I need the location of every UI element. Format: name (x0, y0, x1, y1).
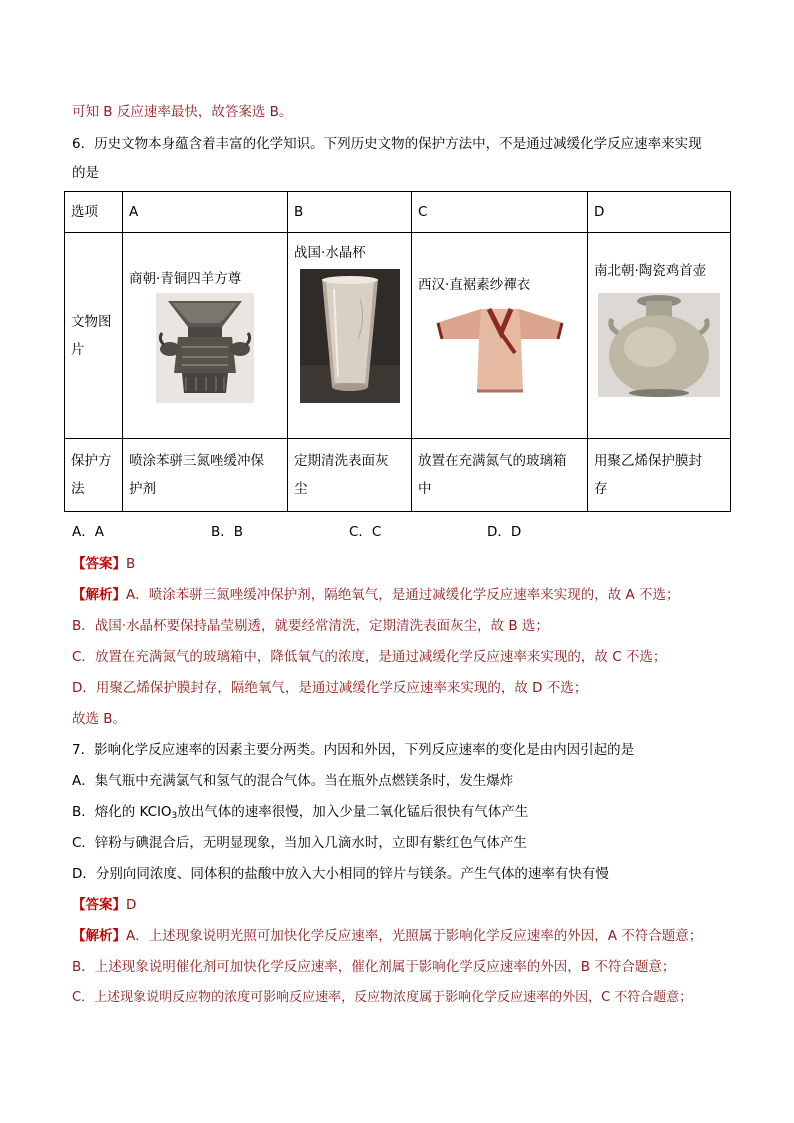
row-label-line: 保护方 (71, 453, 112, 469)
option-b-subscript: 3 (171, 811, 178, 821)
relic-cell-b (288, 233, 412, 439)
method-line: 定期清洗表面灰 (294, 453, 389, 469)
method-line: 用聚乙烯保护膜封 (594, 453, 702, 469)
table-row (65, 439, 731, 512)
method-line: 中 (418, 481, 432, 497)
q6-analysis-d: D．用聚乙烯保护膜封存，隔绝氧气，是通过减缓化学反应速率来实现的，故 D 不选； (72, 680, 588, 696)
silk-robe-image (435, 299, 565, 395)
row-label-line: 片 (71, 341, 85, 358)
answer-value: D (126, 897, 137, 913)
analysis-label: 【解析】 (72, 587, 126, 603)
q7-option-c: C．锌粉与碘混合后，无明显现象，当加入几滴水时，立即有紫红色气体产生 (72, 835, 527, 851)
row-label-line: 文物图 (71, 313, 112, 330)
relic-caption: 战国·水晶杯 (294, 245, 366, 261)
method-line: 护剂 (129, 481, 156, 497)
answer-value: B (126, 556, 136, 572)
header-cell: B (288, 192, 412, 233)
method-line: 喷涂苯骈三氮唑缓冲保 (129, 453, 264, 469)
row-label-method (65, 439, 123, 512)
header-cell: 选项 (65, 192, 123, 233)
analysis-text: A．喷涂苯骈三氮唑缓冲保护剂，隔绝氧气，是通过减缓化学反应速率来实现的，故 A 不选； (126, 587, 680, 603)
q7-option-d: D．分别向同浓度、同体积的盐酸中放入大小相同的锌片与镁条。产生气体的速率有快有慢 (72, 866, 609, 882)
q7-analysis-c: C．上述现象说明反应物的浓度可影响反应速率，反应物浓度属于影响化学反应速率的外因，C 不符合题意； (72, 990, 693, 1005)
method-cell-a (123, 439, 288, 512)
q6-analysis-a (72, 585, 680, 605)
q7-analysis-b: B．上述现象说明催化剂可加快化学反应速率，催化剂属于影响化学反应速率的外因，B 不符合题意； (72, 959, 676, 975)
q7-stem: 7．影响化学反应速率的因素主要分两类。内因和外因，下列反应速率的变化是由内因引起的是 (72, 742, 635, 758)
relic-cell-a (123, 233, 288, 439)
relic-caption: 商朝·青铜四羊方尊 (129, 271, 242, 287)
analysis-label: 【解析】 (72, 928, 126, 944)
table-row (65, 233, 731, 439)
q6-conclusion: 故选 B。 (72, 711, 127, 727)
q6-stem-line2: 的是 (72, 165, 99, 181)
crystal-cup-image (300, 269, 400, 403)
q6-option-d: D．D (487, 524, 522, 540)
method-line: 放置在充满氮气的玻璃箱 (418, 453, 567, 469)
q6-option-a: A．A (72, 524, 104, 540)
header-cell: A (123, 192, 288, 233)
previous-conclusion: 可知 B 反应速率最快，故答案选 B。 (72, 104, 293, 120)
bronze-square-zun-image (156, 293, 254, 403)
q7-answer (72, 895, 136, 915)
relic-cell-d (588, 233, 731, 439)
option-b-text: 放出气体的速率很慢，加入少量二氧化锰后很快有气体产生 (177, 804, 529, 820)
method-cell-d (588, 439, 731, 512)
relics-table (64, 191, 731, 512)
option-b-text: B．熔化的 KClO (72, 804, 172, 820)
header-cell: C (412, 192, 588, 233)
header-cell: D (588, 192, 731, 233)
method-line: 存 (594, 481, 608, 497)
answer-label: 【答案】 (72, 556, 126, 572)
table-row (65, 192, 731, 233)
q7-analysis-a (72, 926, 702, 946)
q6-analysis-c: C．放置在充满氮气的玻璃箱中，降低氧气的浓度，是通过减缓化学反应速率来实现的，故 C 不选； (72, 649, 667, 665)
q6-answer (72, 554, 135, 574)
analysis-text: A．上述现象说明光照可加快化学反应速率，光照属于影响化学反应速率的外因，A 不符合题意； (126, 928, 703, 944)
q7-option-b (72, 802, 528, 826)
method-cell-c (412, 439, 588, 512)
relic-cell-c (412, 233, 588, 439)
row-label-image (65, 233, 123, 439)
row-label-line: 法 (71, 481, 85, 497)
q6-analysis-b: B．战国·水晶杯要保持晶莹剔透，就要经常清洗，定期清洗表面灰尘，故 B 选； (72, 618, 549, 634)
answer-label: 【答案】 (72, 897, 126, 913)
ceramic-ewer-image (598, 293, 720, 397)
q6-stem-line1: 6．历史文物本身蕴含着丰富的化学知识。下列历史文物的保护方法中，不是通过减缓化学反应速率来实现 (72, 136, 702, 152)
relic-caption: 西汉·直裾素纱襌衣 (418, 277, 531, 293)
q6-option-b: B．B (211, 524, 244, 540)
method-line: 尘 (294, 481, 308, 497)
q6-option-c: C．C (349, 524, 382, 540)
q7-option-a: A．集气瓶中充满氯气和氢气的混合气体。当在瓶外点燃镁条时，发生爆炸 (72, 773, 514, 789)
method-cell-b (288, 439, 412, 512)
relic-caption: 南北朝·陶瓷鸡首壶 (594, 263, 707, 279)
